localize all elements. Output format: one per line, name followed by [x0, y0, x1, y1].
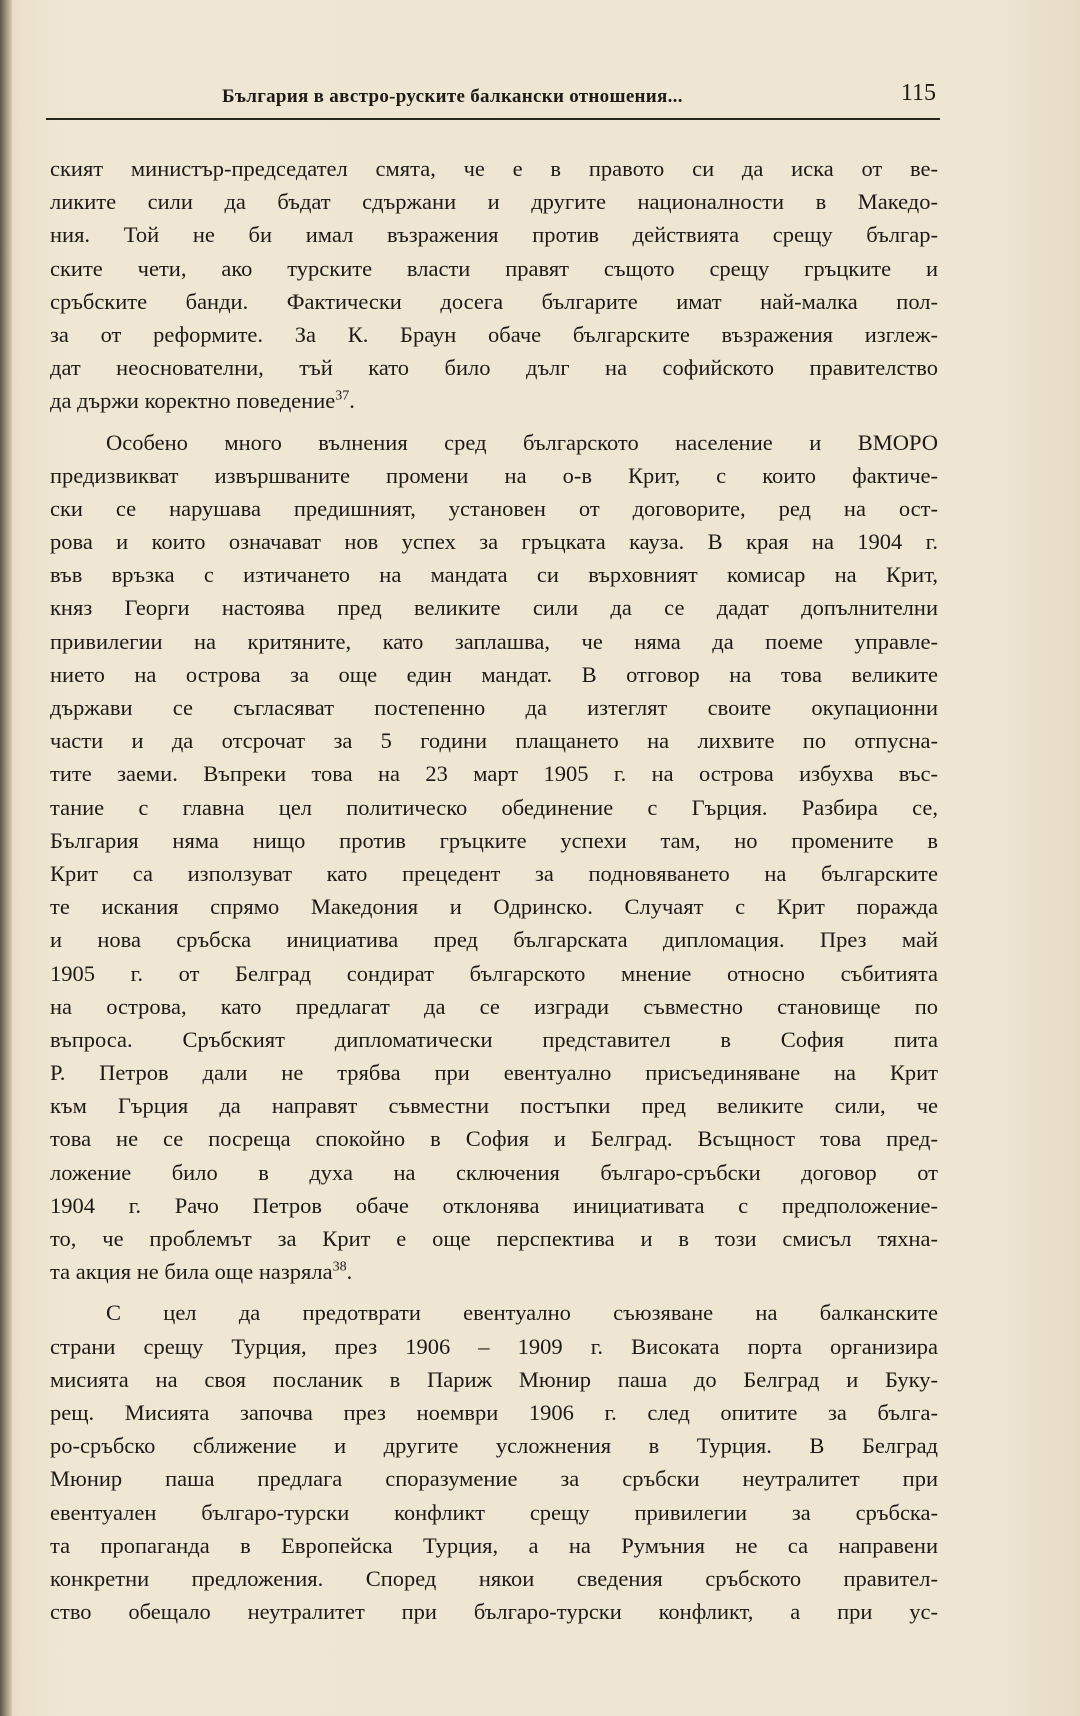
text-line: нието на острова за още един мандат. В отговор на това великите	[50, 661, 938, 687]
text-line: 1905 г. от Белград сондират българското мнение относно събитията	[50, 960, 938, 986]
text-line: и нова сръбска инициатива пред българската дипломация. През май	[50, 927, 938, 953]
text-fragment: та акция не била още назряла	[50, 1259, 333, 1285]
text-line: конкретни предложения. Според някои сведения сръбското правител-	[50, 1565, 938, 1591]
text-line: на острова, като предлагат да се изгради съвместно становище по	[50, 993, 938, 1019]
text-line: ликите сили да бъдат сдържани и другите националности в Македо-	[50, 189, 938, 215]
text-line: тание с главна цел политическо обединение с Гърция. Разбира се,	[50, 794, 938, 820]
text-line: ство обещало неутралитет при българо-турски конфликт, а при ус-	[50, 1599, 938, 1625]
text-line: привилегии на критяните, като заплашва, че няма да поеме управле-	[50, 628, 938, 654]
sentence-end: .	[349, 388, 355, 414]
text-line: във връзка с изтичането на мандата си върховният комисар на Крит,	[50, 562, 938, 588]
text-line: държави се съгласяват постепенно да изтеглят своите окупационни	[50, 695, 938, 720]
footnote-marker: 38	[332, 1259, 347, 1275]
text-line: Р. Петров дали не трябва при евентуално присъединяване на Крит	[50, 1060, 938, 1086]
text-fragment: да държи коректно поведение	[50, 388, 336, 414]
text-line: части и да отсрочат за 5 години плащането на лихвите по отпусна-	[50, 728, 938, 754]
text-line	[50, 384, 938, 417]
text-line: страни срещу Турция, през 1906 – 1909 г. Високата порта организира	[50, 1333, 938, 1359]
text-line: та пропаганда в Европейска Турция, а на Румъния не са направени	[50, 1532, 938, 1558]
text-line: С цел да предотврати евентуално съюзяване на балканските	[106, 1300, 938, 1326]
body-text	[50, 152, 938, 1628]
text-line: България няма нищо против гръцките успехи там, но промените в	[50, 827, 938, 853]
text-line: рова и които означават нов успех за гръцката кауза. В края на 1904 г.	[50, 529, 938, 555]
text-line: ският министър-председател смята, че е в правото си да иска от ве-	[50, 156, 938, 181]
running-head: България в австро-руските балкански отношения...	[222, 86, 683, 107]
text-line: към Гърция да направят съвместни постъпки пред великите сили, че	[50, 1093, 938, 1119]
text-line: това не се посреща спокойно в София и Белград. Всъщност това пред-	[50, 1126, 938, 1152]
text-line: рещ. Мисията започва през ноември 1906 г. след опитите за бълга-	[50, 1399, 938, 1425]
text-line: дат неоснователни, тъй като било дълг на софийското правителство	[50, 355, 938, 381]
sentence-end: .	[346, 1259, 353, 1285]
footnote-marker: 37	[335, 388, 350, 404]
text-line: сръбските банди. Фактически досега българите имат най-малка пол-	[50, 288, 938, 314]
text-line: ро-сръбско сближение и другите усложнения в Турция. В Белград	[50, 1433, 938, 1459]
text-line: княз Георги настоява пред великите сили да се дадат допълнителни	[50, 595, 938, 621]
text-line: въпроса. Сръбският дипломатически представител в София пита	[50, 1026, 938, 1052]
text-line: предизвикват извършваните промени на о-в Крит, с които фактиче-	[50, 462, 938, 488]
text-line: мисията на своя посланик в Париж Мюнир паша до Белград и Буку-	[50, 1366, 938, 1392]
text-line: за от реформите. За К. Браун обаче българските възражения изглеж-	[50, 321, 938, 347]
text-line: ски се нарушава предишният, установен от договорите, ред на ост-	[50, 495, 938, 521]
text-line: евентуален българо-турски конфликт срещу привилегии за сръбска-	[50, 1499, 938, 1525]
text-line: ложение било в духа на сключения българо-сръбски договор от	[50, 1159, 938, 1185]
text-line: те искания спрямо Македония и Одринско. Случаят с Крит поражда	[50, 894, 938, 920]
text-line: Мюнир паша предлага споразумение за сръбски неутралитет при	[50, 1466, 938, 1492]
text-line: тите заеми. Въпреки това на 23 март 1905 г. на острова избухва въс-	[50, 761, 938, 787]
text-line: Крит са използуват като прецедент за подновяването на българските	[50, 860, 938, 886]
text-line: ските чети, ако турските власти правят същото срещу гръцките и	[50, 255, 938, 281]
text-line: то, че проблемът за Крит е още перспектива и в този смисъл тяхна-	[50, 1226, 938, 1251]
text-line: 1904 г. Рачо Петров обаче отклонява инициативата с предположение-	[50, 1192, 938, 1218]
text-line: Особено много вълнения сред българското население и ВМОРО	[106, 429, 938, 455]
page-header	[46, 78, 940, 120]
page-number: 115	[900, 80, 936, 106]
text-line: ния. Той не би имал възражения против действията срещу българ-	[50, 222, 938, 248]
book-spine-shadow	[0, 0, 12, 1716]
text-line	[50, 1255, 938, 1288]
